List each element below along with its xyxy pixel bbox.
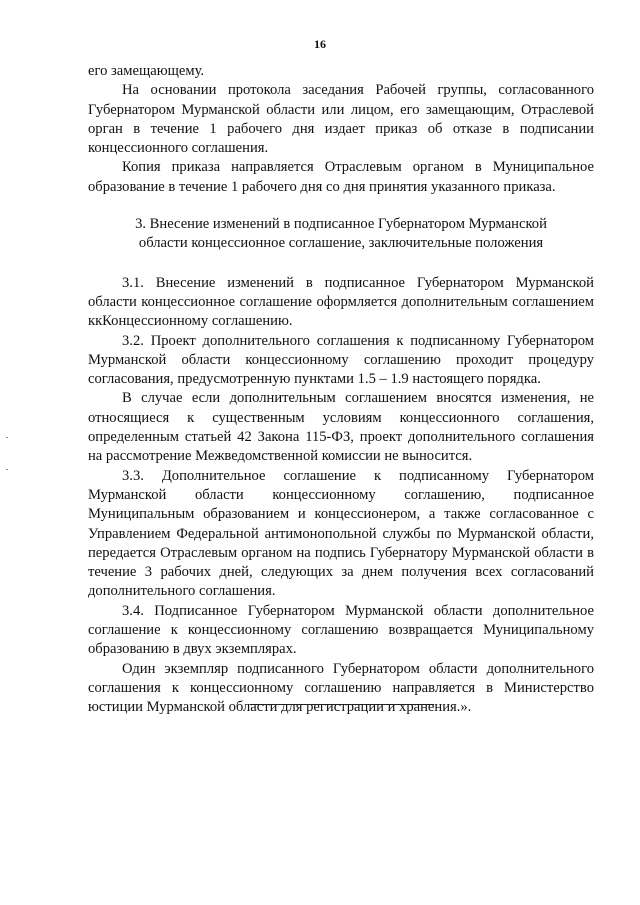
section-heading-line-2: области концессионное соглашение, заключительные положения — [138, 235, 544, 252]
section-heading — [88, 215, 594, 254]
page-number: 16 — [314, 37, 326, 51]
paragraph-3-4-copy: Один экземпляр подписанного Губернатором области дополнительного соглашения к концессионному соглашению направляется в Министерство юстиции Мурманской области для регистрации и хранения.». — [88, 660, 594, 716]
scan-edge-mark — [6, 437, 8, 438]
paragraph-3-2: 3.2. Проект дополнительного соглашения к подписанному Губернатором Мурманской области концессионному соглашению проходит процедуру согласования, предусмотренную пунктами 1.5 – 1.9 настоящего порядка. — [88, 332, 594, 388]
closing-rule — [250, 704, 434, 705]
paragraph-protocol: На основании протокола заседания Рабочей группы, согласованного Губернатором Мурманской области или лицом, его замещающим, Отраслевой орган в течение 1 рабочего дня издает приказ об отказе в подписании концессионного соглашения. — [88, 82, 594, 157]
scan-edge-mark — [6, 469, 8, 470]
paragraph-3-2-case: В случае если дополнительным соглашением вносятся изменения, не относящиеся к существенным условиям концессионного соглашения, определенным статьей 42 Закона 115-ФЗ, проект дополнительного соглашения на рассмотрение Межведомственной комиссии не выносится. — [88, 390, 594, 465]
paragraph-continuation: его замещающему. — [88, 63, 205, 79]
paragraph-3-3: 3.3. Дополнительное соглашение к подписанному Губернатором Мурманской области концессионному соглашению, подписанное Муниципальным образованием и концессионером, а также согласованное с Управлением Федеральной антимонопольной службы по Мурманской области, передается Отраслевым органом на подпись Губернатору Мурманской области в течение 3 рабочих дней, следующих за днем получения всех согласований дополнительного соглашения. — [88, 467, 594, 600]
document-body — [88, 62, 594, 718]
paragraph-3-1: 3.1. Внесение изменений в подписанное Губернатором Мурманской области концессионное соглашение оформляется дополнительным соглашением ккКонцессионному соглашению. — [88, 274, 594, 330]
paragraph-order-copy: Копия приказа направляется Отраслевым органом в Муниципальное образование в течение 1 рабочего дня со дня принятия указанного приказа. — [88, 159, 594, 195]
section-heading-line-1: 3. Внесение изменений в подписанное Губернатором Мурманской — [135, 216, 547, 233]
paragraph-3-4: 3.4. Подписанное Губернатором Мурманской области дополнительное соглашение к концессионному соглашению возвращается Муниципальному образованию в двух экземплярах. — [88, 602, 594, 658]
